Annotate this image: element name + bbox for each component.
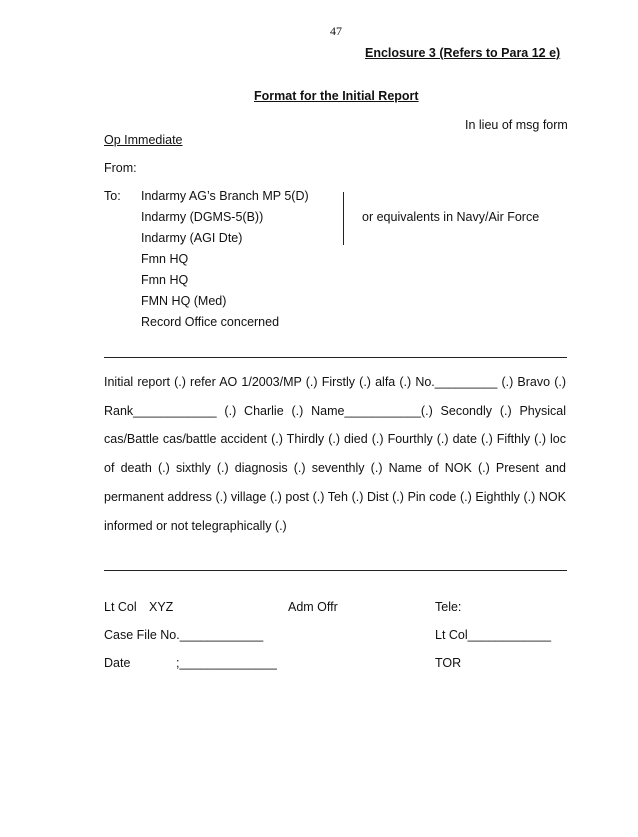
report-body: Initial report (.) refer AO 1/2003/MP (.) Firstly (.) alfa (.) No._________ (.) Bravo (.) Rank____________ (.) Charlie (.) Name___________(.) Secondly (.) Physical cas/Battle cas/battle accident (.) Thirdly (.) died (.) Fourthly (.) date (.) Fifthly (.) loc of death (.) sixthly (.) diagnosis (.) seventhly (.) Name of NOK (.) Present and permanent address (.) village (.) post (.) Teh (.) Dist (.) Pin code (.) Eighthly (.) NOK informed or not telegraphically (.) xyxy=(104,375,566,533)
date-label: Date xyxy=(104,656,131,670)
from-label: From: xyxy=(104,161,137,175)
equivalents-note: or equivalents in Navy/Air Force xyxy=(362,210,540,224)
signatory-rank: Lt Col xyxy=(104,600,137,614)
priority-label: Op Immediate xyxy=(104,133,183,147)
enclosure-reference: Enclosure 3 (Refers to Para 12 e) xyxy=(365,46,561,60)
recipient-item: Fmn HQ xyxy=(141,252,189,266)
tor-label: TOR xyxy=(435,656,462,670)
divider-bottom xyxy=(104,570,567,571)
recipient-item: Indarmy AG’s Branch MP 5(D) xyxy=(141,189,309,203)
page-number: 47 xyxy=(330,24,342,38)
case-file-field: Case File No.____________ xyxy=(104,628,264,642)
date-field: ;______________ xyxy=(176,656,277,670)
recipient-item: FMN HQ (Med) xyxy=(141,294,227,308)
recipient-item: Indarmy (AGI Dte) xyxy=(141,231,243,245)
lt-col-field: Lt Col____________ xyxy=(435,628,552,642)
recipient-item: Indarmy (DGMS-5(B)) xyxy=(141,210,264,224)
in-lieu-note: In lieu of msg form xyxy=(465,118,568,132)
divider-top xyxy=(104,357,567,358)
signatory-name: XYZ xyxy=(149,600,174,614)
signatory-appointment: Adm Offr xyxy=(288,600,338,614)
recipient-item: Fmn HQ xyxy=(141,273,189,287)
tele-label: Tele: xyxy=(435,600,462,614)
document-title: Format for the Initial Report xyxy=(254,89,419,103)
recipient-item: Record Office concerned xyxy=(141,315,280,329)
to-label: To: xyxy=(104,189,121,203)
bracket-divider xyxy=(343,192,344,245)
